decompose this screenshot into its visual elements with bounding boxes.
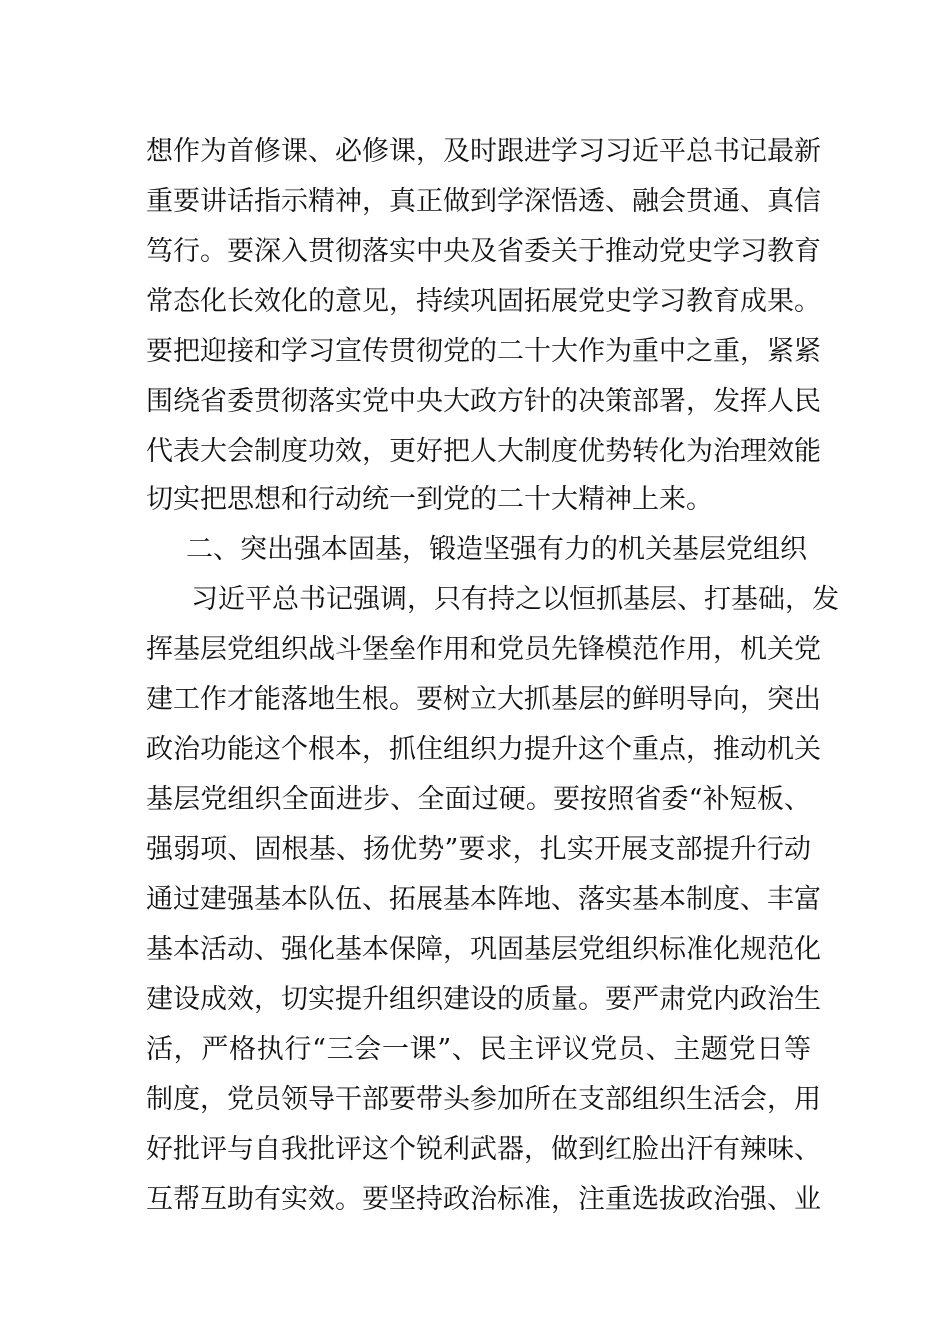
- text-line: 围绕省委贯彻落实党中央大政方针的决策部署，发挥人民: [146, 386, 821, 417]
- text-line: 制度，党员领导干部要带头参加所在支部组织生活会，用: [146, 1084, 821, 1115]
- text-line: 挥基层党组织战斗堡垒作用和党员先锋模范作用，机关党: [146, 634, 821, 665]
- text-line: 基本活动、强化基本保障，巩固基层党组织标准化规范化: [146, 934, 821, 965]
- text-line: 政治功能这个根本，抓住组织力提升这个重点，推动机关: [146, 734, 821, 765]
- text-line: 活，严格执行“三会一课”、民主评议党员、主题党日等: [146, 1034, 811, 1065]
- text-line: 想作为首修课、必修课，及时跟进学习习近平总书记最新: [146, 136, 821, 167]
- text-line: 习近平总书记强调，只有持之以恒抓基层、打基础，发: [191, 584, 839, 615]
- text-line: 常态化长效化的意见，持续巩固拓展党史学习教育成果。: [146, 286, 821, 317]
- text-line: 代表大会制度功效，更好把人大制度优势转化为治理效能: [146, 436, 821, 467]
- text-line: 笃行。要深入贯彻落实中央及省委关于推动党史学习教育: [146, 236, 821, 267]
- text-line: 互帮互助有实效。要坚持政治标准，注重选拔政治强、业: [146, 1184, 821, 1215]
- text-line: 好批评与自我批评这个锐利武器，做到红脸出汗有辣味、: [146, 1134, 821, 1165]
- text-line: 基层党组织全面进步、全面过硬。要按照省委“补短板、: [146, 784, 811, 815]
- text-line: 重要讲话指示精神，真正做到学深悟透、融会贯通、真信: [146, 186, 821, 217]
- text-line: 切实把思想和行动统一到党的二十大精神上来。: [146, 484, 713, 515]
- text-line: 建设成效，切实提升组织建设的质量。要严肃党内政治生: [146, 984, 821, 1015]
- text-line: 建工作才能落地生根。要树立大抓基层的鲜明导向，突出: [146, 684, 821, 715]
- text-line: 通过建强基本队伍、拓展基本阵地、落实基本制度、丰富: [146, 884, 821, 915]
- text-line: 要把迎接和学习宣传贯彻党的二十大作为重中之重，紧紧: [146, 336, 821, 367]
- section-heading: 二、突出强本固基，锻造坚强有力的机关基层党组织: [186, 534, 807, 565]
- text-line: 强弱项、固根基、扬优势”要求，扎实开展支部提升行动: [146, 834, 811, 865]
